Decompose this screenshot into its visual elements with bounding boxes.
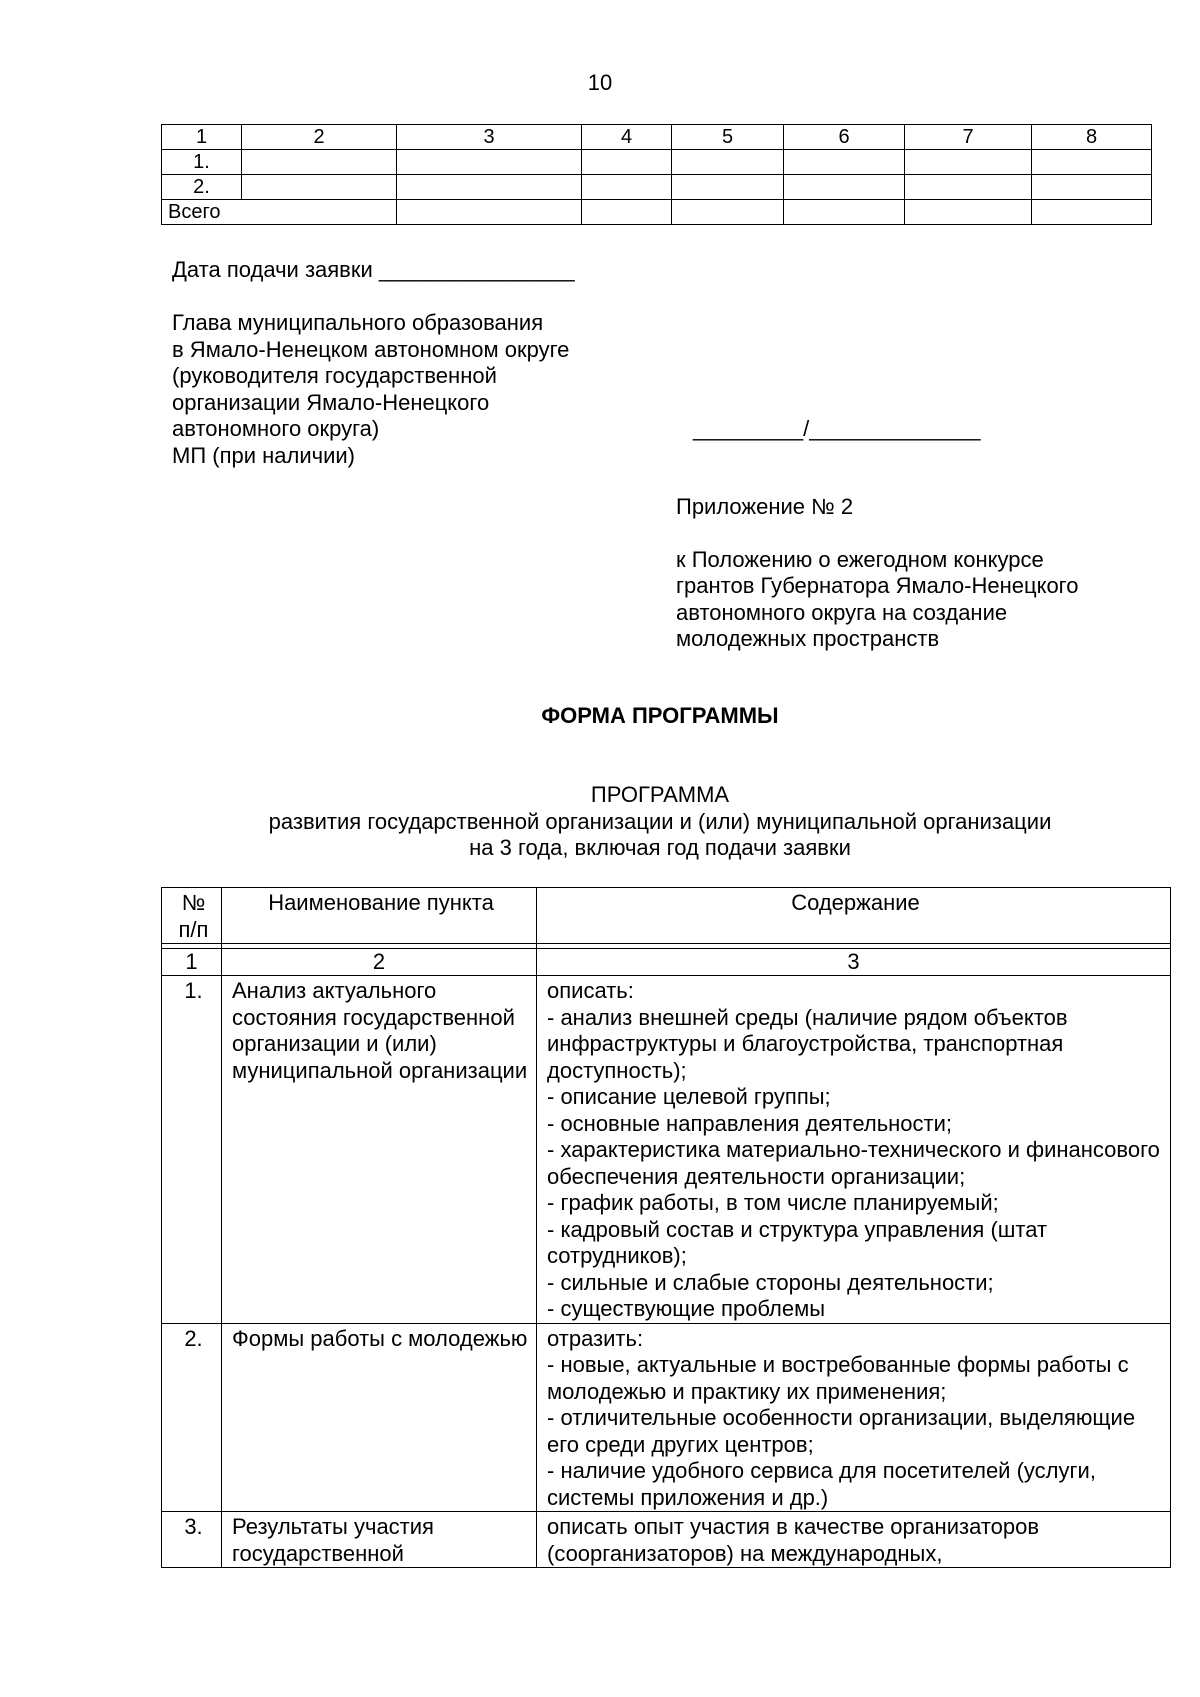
table-cell — [582, 175, 672, 200]
appendix-line: грантов Губернатора Ямало-Ненецкого — [676, 573, 1079, 598]
content-item: - сильные и слабые стороны деятельности; — [547, 1269, 994, 1295]
table-cell — [1032, 150, 1152, 175]
column-number: 2 — [222, 949, 537, 976]
column-number: 3 — [537, 949, 1171, 976]
header-name: Наименование пункта — [222, 888, 537, 944]
content-item: описать опыт участия в качестве организаторов (соорганизаторов) на международных, — [547, 1514, 1040, 1566]
signatory-line: (руководителя государственной — [172, 363, 497, 388]
table-cell — [1032, 175, 1152, 200]
top-table-header-cell: 3 — [397, 125, 582, 150]
table-cell — [242, 150, 397, 175]
table-cell — [784, 175, 905, 200]
program-table-number-row — [162, 949, 1171, 976]
appendix-line: молодежных пространств — [676, 626, 940, 651]
total-label: Всего — [162, 200, 397, 225]
table-cell — [1032, 200, 1152, 225]
appendix-line: к Положению о ежегодном конкурсе — [676, 546, 1044, 572]
table-cell — [905, 175, 1032, 200]
program-subtitle: развития государственной организации и (или) муниципальной организации — [268, 808, 1052, 834]
row-content — [537, 1512, 1171, 1568]
top-table-header-row — [162, 125, 1152, 150]
table-cell — [582, 200, 672, 225]
table-cell: 2. — [162, 175, 242, 200]
program-subtitle: на 3 года, включая год подачи заявки — [469, 835, 851, 860]
signature-line: _________/______________ — [693, 416, 981, 441]
table-cell — [672, 175, 784, 200]
form-title: ФОРМА ПРОГРАММЫ — [541, 703, 779, 728]
content-item: описать: — [547, 978, 634, 1003]
table-row — [162, 1323, 1171, 1512]
content-item: - описание целевой группы; — [547, 1084, 831, 1109]
table-cell — [397, 200, 582, 225]
signatory-line: организации Ямало-Ненецкого — [172, 389, 490, 415]
page-number: 10 — [587, 70, 613, 95]
program-table — [161, 887, 1171, 1568]
content-item: - характеристика материально-технического и финансового обеспечения деятельности организации; — [547, 1137, 1160, 1189]
row-name: Формы работы с молодежью — [222, 1323, 537, 1512]
application-date: Дата подачи заявки ________________ — [172, 257, 575, 282]
content-item: - наличие удобного сервиса для посетителей (услуги, системы приложения и др.) — [547, 1458, 1096, 1510]
top-table-header-cell: 6 — [784, 125, 905, 150]
table-cell — [582, 150, 672, 175]
top-table-header-cell: 4 — [582, 125, 672, 150]
column-number: 1 — [162, 949, 222, 976]
table-cell: 1. — [162, 150, 242, 175]
header-num: № п/п — [162, 888, 222, 944]
table-cell — [905, 200, 1032, 225]
table-cell — [784, 200, 905, 225]
row-content — [537, 1323, 1171, 1512]
content-item: отразить: — [547, 1325, 644, 1351]
appendix-block — [676, 494, 1078, 653]
content-item: - новые, актуальные и востребованные формы работы с молодежью и практику их применения; — [547, 1352, 1129, 1404]
content-item: - основные направления деятельности; — [547, 1110, 953, 1136]
row-number: 3. — [162, 1512, 222, 1568]
signatory-block — [172, 310, 569, 469]
row-name: Результаты участия государственной — [222, 1512, 537, 1568]
row-number: 1. — [162, 976, 222, 1324]
header-content: Содержание — [537, 888, 1171, 944]
table-cell — [397, 150, 582, 175]
table-cell — [242, 175, 397, 200]
signatory-line: Глава муниципального образования — [172, 310, 544, 335]
appendix-title: Приложение № 2 — [676, 494, 854, 519]
content-item: - отличительные особенности организации, выделяющие его среди других центров; — [547, 1405, 1136, 1457]
top-table — [161, 124, 1152, 225]
signatory-line: в Ямало-Ненецком автономном округе — [172, 336, 570, 362]
top-table-header-cell: 5 — [672, 125, 784, 150]
top-table-header-cell: 8 — [1032, 125, 1152, 150]
table-row — [162, 150, 1152, 175]
content-item: - кадровый состав и структура управления (штат сотрудников); — [547, 1216, 1048, 1268]
row-content — [537, 976, 1171, 1324]
table-cell — [397, 175, 582, 200]
table-row — [162, 1512, 1171, 1568]
table-cell — [905, 150, 1032, 175]
row-name: Анализ актуального состояния государственной организации и (или) муниципальной организации — [222, 976, 537, 1324]
program-title-block — [0, 782, 1200, 862]
table-row — [162, 976, 1171, 1324]
content-item: - существующие проблемы — [547, 1296, 826, 1321]
content-item: - график работы, в том числе планируемый; — [547, 1190, 999, 1215]
signatory-line: автономного округа) — [172, 416, 380, 441]
top-table-header-cell: 2 — [242, 125, 397, 150]
program-table-header-row — [162, 888, 1171, 944]
table-row — [162, 175, 1152, 200]
appendix-line: автономного округа на создание — [676, 599, 1008, 625]
table-cell — [784, 150, 905, 175]
program-title: ПРОГРАММА — [590, 782, 730, 807]
table-total-row — [162, 200, 1152, 225]
table-cell — [672, 200, 784, 225]
top-table-header-cell: 7 — [905, 125, 1032, 150]
content-item: - анализ внешней среды (наличие рядом объектов инфраструктуры и благоустройства, транспортная доступность); — [547, 1004, 1068, 1083]
row-number: 2. — [162, 1323, 222, 1512]
table-cell — [672, 150, 784, 175]
top-table-header-cell: 1 — [162, 125, 242, 150]
signatory-line: МП (при наличии) — [172, 442, 356, 468]
